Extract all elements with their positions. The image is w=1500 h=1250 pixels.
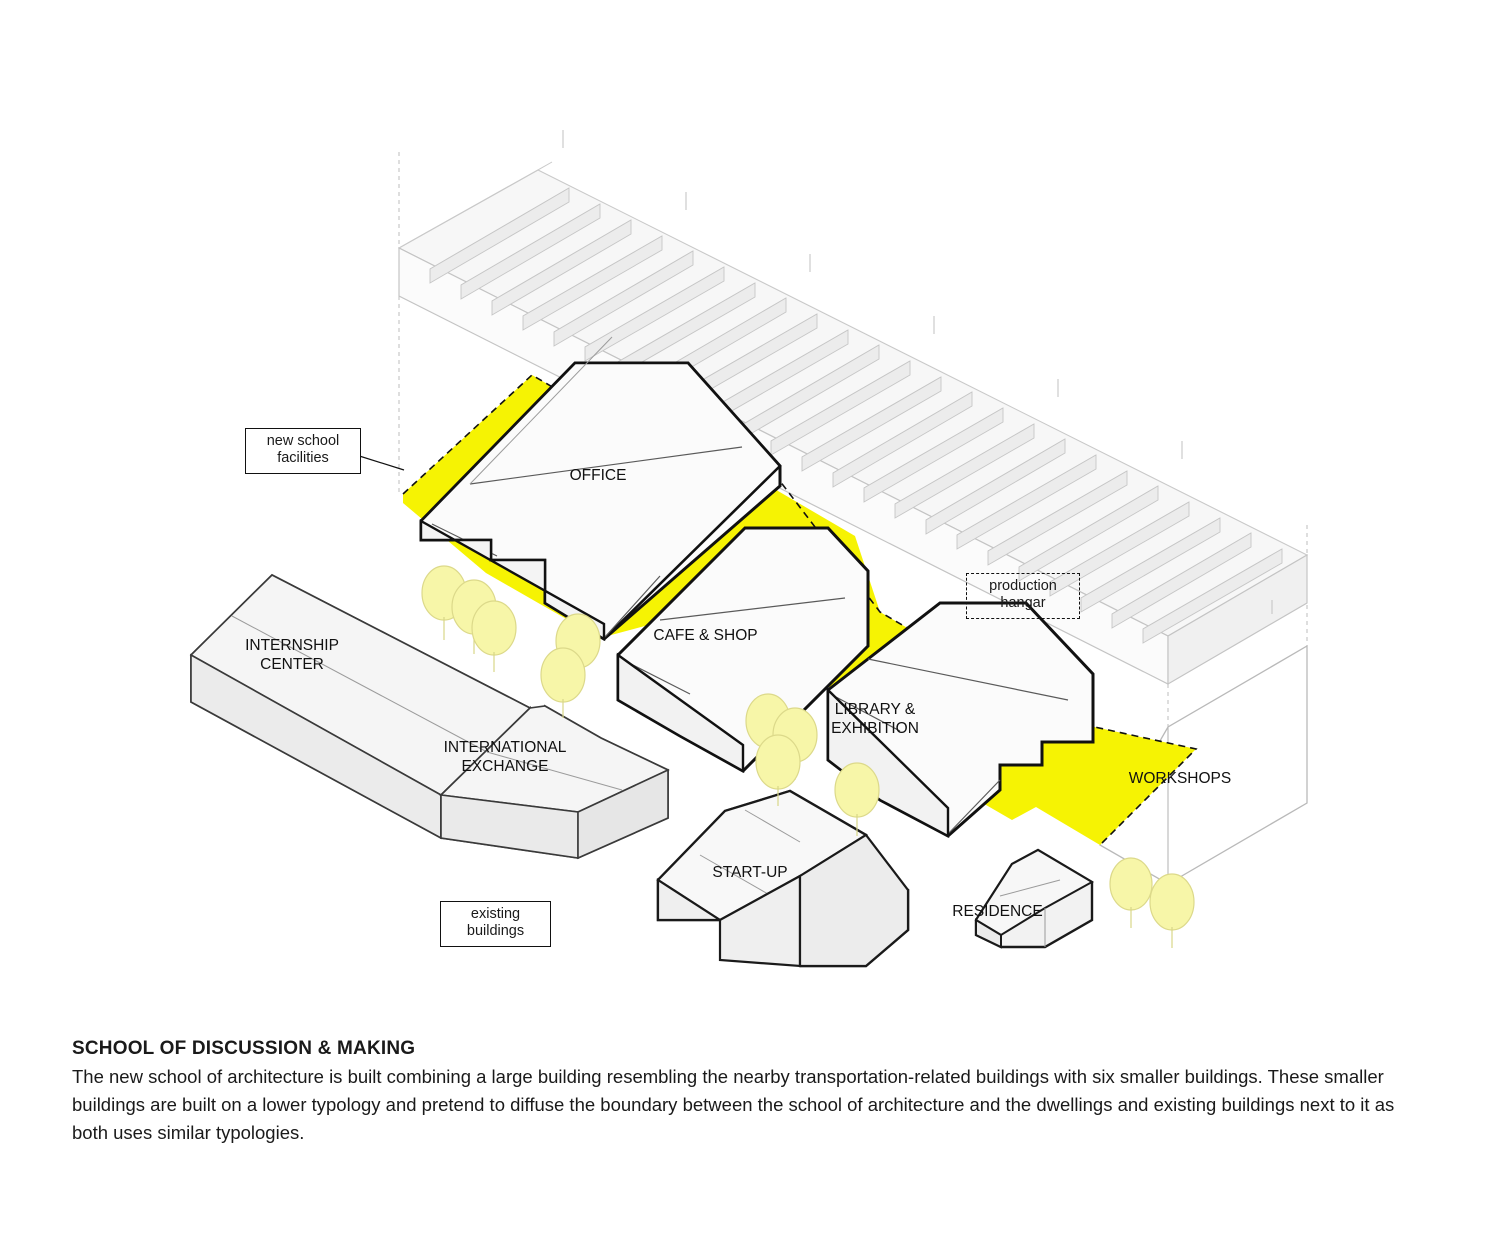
caption-block <box>72 1038 1432 1146</box>
callout-production-hangar: production hangar <box>966 573 1080 619</box>
residence-building <box>976 850 1092 947</box>
label-library-exhibition: LIBRARY & EXHIBITION <box>831 701 919 738</box>
callout-new-school-facilities: new school facilities <box>245 428 361 474</box>
label-office: OFFICE <box>569 467 627 484</box>
caption-title: SCHOOL OF DISCUSSION & MAKING <box>72 1038 416 1059</box>
label-residence: RESIDENCE <box>952 903 1043 920</box>
label-internship-center: INTERNSHIP CENTER <box>245 637 339 674</box>
callout-existing-buildings: existing buildings <box>440 901 551 947</box>
caption-body: The new school of architecture is built combining a large building resembling the nearby transportation-related buildings with six smaller buildings. These smaller buildings are built on a lower typology and pretend to diffuse the boundary between the school of architecture and the dwellings and existing buildings next to it as both uses similar typologies. <box>72 1066 1395 1143</box>
label-international-exchange: INTERNATIONAL EXCHANGE <box>443 739 567 776</box>
label-cafe-shop: CAFE & SHOP <box>653 627 758 644</box>
label-workshops: WORKSHOPS <box>1128 770 1232 787</box>
start-up-building <box>658 791 908 966</box>
label-start-up: START-UP <box>712 864 788 881</box>
